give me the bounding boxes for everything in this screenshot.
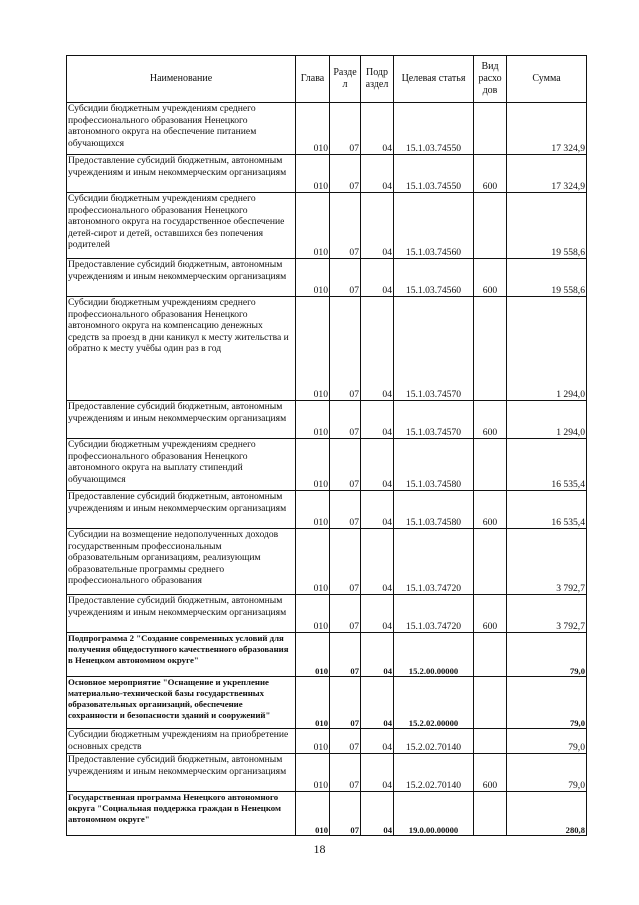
table-row (67, 259, 587, 297)
row-amount: 17 324,9 (507, 155, 587, 193)
row-chapter: 010 (296, 439, 330, 491)
header-chapter: Глава (296, 56, 330, 103)
table-row (67, 729, 587, 754)
table-row (67, 439, 587, 491)
page-number: 18 (313, 842, 326, 856)
row-expense-type (474, 729, 507, 754)
row-section: 07 (330, 677, 361, 729)
row-subsection: 04 (361, 193, 394, 259)
row-chapter: 010 (296, 259, 330, 297)
row-subsection: 04 (361, 491, 394, 529)
row-section: 07 (330, 595, 361, 633)
row-chapter: 010 (296, 491, 330, 529)
table-row (67, 792, 587, 836)
row-chapter: 010 (296, 729, 330, 754)
row-chapter: 010 (296, 677, 330, 729)
row-subsection: 04 (361, 729, 394, 754)
row-target: 15.2.02.70140 (394, 754, 474, 792)
table-row (67, 103, 587, 155)
row-amount: 1 294,0 (507, 297, 587, 401)
row-chapter: 010 (296, 193, 330, 259)
row-section: 07 (330, 401, 361, 439)
row-name: Предоставление субсидий бюджетным, автономным учреждениям и иным некоммерческим организациям (67, 401, 296, 439)
row-section: 07 (330, 529, 361, 595)
row-expense-type: 600 (474, 259, 507, 297)
row-subsection: 04 (361, 595, 394, 633)
row-subsection: 04 (361, 401, 394, 439)
row-expense-type: 600 (474, 401, 507, 439)
row-chapter: 010 (296, 792, 330, 836)
row-name: Субсидии бюджетным учреждениям среднего профессионального образования Ненецкого автономного округа на государственное обеспечение детей-сирот и детей, оставшихся без попечения родителей (67, 193, 296, 259)
row-subsection: 04 (361, 633, 394, 677)
row-amount: 1 294,0 (507, 401, 587, 439)
row-amount: 79,0 (507, 729, 587, 754)
row-section: 07 (330, 754, 361, 792)
row-name: Предоставление субсидий бюджетным, автономным учреждениям и иным некоммерческим организациям (67, 259, 296, 297)
table-row (67, 754, 587, 792)
table-row (67, 297, 587, 401)
row-name: Субсидии бюджетным учреждениям среднего профессионального образования Ненецкого автономного округа на обеспечение питанием обучающихся (67, 103, 296, 155)
row-target: 15.2.02.70140 (394, 729, 474, 754)
row-name: Предоставление субсидий бюджетным, автономным учреждениям и иным некоммерческим организациям (67, 754, 296, 792)
header-target: Целевая статья (394, 56, 474, 103)
row-expense-type (474, 633, 507, 677)
row-subsection: 04 (361, 297, 394, 401)
header-row (67, 56, 587, 103)
row-name: Субсидии бюджетным учреждениям на приобретение основных средств (67, 729, 296, 754)
row-section: 07 (330, 259, 361, 297)
header-amount: Сумма (507, 56, 587, 103)
row-expense-type (474, 193, 507, 259)
row-expense-type (474, 297, 507, 401)
row-name: Основное мероприятие "Оснащение и укрепление материально-технической базы государственных образовательных организаций, обеспечение сохранности и безопасности зданий и сооружений" (67, 677, 296, 729)
row-target: 15.1.03.74580 (394, 491, 474, 529)
row-chapter: 010 (296, 155, 330, 193)
row-section: 07 (330, 193, 361, 259)
row-chapter: 010 (296, 103, 330, 155)
row-subsection: 04 (361, 439, 394, 491)
row-expense-type: 600 (474, 155, 507, 193)
row-target: 15.1.03.74560 (394, 193, 474, 259)
table-row (67, 401, 587, 439)
header-expense-type: Вид расхо дов (474, 56, 507, 103)
row-target: 15.1.03.74570 (394, 401, 474, 439)
row-name: Предоставление субсидий бюджетным, автономным учреждениям и иным некоммерческим организациям (67, 595, 296, 633)
row-expense-type (474, 792, 507, 836)
row-subsection: 04 (361, 754, 394, 792)
row-amount: 16 535,4 (507, 491, 587, 529)
row-section: 07 (330, 792, 361, 836)
row-name: Субсидии бюджетным учреждениям среднего профессионального образования Ненецкого автономного округа на компенсацию денежных средств за проезд в дни каникул к месту жительства и обратно к месту учёбы один раз в год (67, 297, 296, 401)
row-target: 15.1.03.74580 (394, 439, 474, 491)
row-expense-type (474, 103, 507, 155)
row-amount: 3 792,7 (507, 529, 587, 595)
row-name: Субсидии на возмещение недополученных доходов государственным профессиональным образовательным организациям, реализующим образовательные программы среднего профессионального образования (67, 529, 296, 595)
row-name: Государственная программа Ненецкого автономного округа "Социальная поддержка граждан в Ненецком автономном округе" (67, 792, 296, 836)
row-target: 15.1.03.74720 (394, 529, 474, 595)
row-expense-type (474, 677, 507, 729)
row-section: 07 (330, 297, 361, 401)
row-name: Субсидии бюджетным учреждениям среднего профессионального образования Ненецкого автономного округа на выплату стипендий обучающимся (67, 439, 296, 491)
row-subsection: 04 (361, 792, 394, 836)
table-row (67, 193, 587, 259)
row-section: 07 (330, 155, 361, 193)
row-chapter: 010 (296, 401, 330, 439)
row-section: 07 (330, 439, 361, 491)
header-section: Разде л (330, 56, 361, 103)
row-section: 07 (330, 729, 361, 754)
row-target: 15.1.03.74550 (394, 155, 474, 193)
row-subsection: 04 (361, 155, 394, 193)
row-chapter: 010 (296, 297, 330, 401)
row-name: Предоставление субсидий бюджетным, автономным учреждениям и иным некоммерческим организациям (67, 155, 296, 193)
row-expense-type: 600 (474, 754, 507, 792)
row-amount: 19 558,6 (507, 193, 587, 259)
row-target: 15.1.03.74570 (394, 297, 474, 401)
row-section: 07 (330, 491, 361, 529)
row-amount: 79,0 (507, 754, 587, 792)
row-section: 07 (330, 633, 361, 677)
header-name: Наименование (67, 56, 296, 103)
row-target: 15.1.03.74550 (394, 103, 474, 155)
row-expense-type (474, 529, 507, 595)
row-subsection: 04 (361, 529, 394, 595)
budget-table (66, 55, 587, 836)
table-row (67, 595, 587, 633)
table-row (67, 155, 587, 193)
row-name: Подпрограмма 2 "Создание современных условий для получения общедоступного качественного образования в Ненецком автономном округе" (67, 633, 296, 677)
row-amount: 280,8 (507, 792, 587, 836)
table-row (67, 633, 587, 677)
table-row (67, 529, 587, 595)
row-subsection: 04 (361, 259, 394, 297)
row-subsection: 04 (361, 103, 394, 155)
row-subsection: 04 (361, 677, 394, 729)
row-section: 07 (330, 103, 361, 155)
row-chapter: 010 (296, 529, 330, 595)
table-row (67, 491, 587, 529)
row-target: 15.1.03.74720 (394, 595, 474, 633)
row-amount: 79,0 (507, 677, 587, 729)
row-amount: 79,0 (507, 633, 587, 677)
row-chapter: 010 (296, 633, 330, 677)
row-chapter: 010 (296, 754, 330, 792)
row-amount: 19 558,6 (507, 259, 587, 297)
row-expense-type: 600 (474, 491, 507, 529)
row-amount: 16 535,4 (507, 439, 587, 491)
row-target: 15.2.00.00000 (394, 633, 474, 677)
row-expense-type: 600 (474, 595, 507, 633)
row-chapter: 010 (296, 595, 330, 633)
table-row (67, 677, 587, 729)
row-amount: 3 792,7 (507, 595, 587, 633)
row-target: 19.0.00.00000 (394, 792, 474, 836)
row-target: 15.2.02.00000 (394, 677, 474, 729)
header-subsection: Подр аздел (361, 56, 394, 103)
row-target: 15.1.03.74560 (394, 259, 474, 297)
row-name: Предоставление субсидий бюджетным, автономным учреждениям и иным некоммерческим организациям (67, 491, 296, 529)
row-expense-type (474, 439, 507, 491)
row-amount: 17 324,9 (507, 103, 587, 155)
